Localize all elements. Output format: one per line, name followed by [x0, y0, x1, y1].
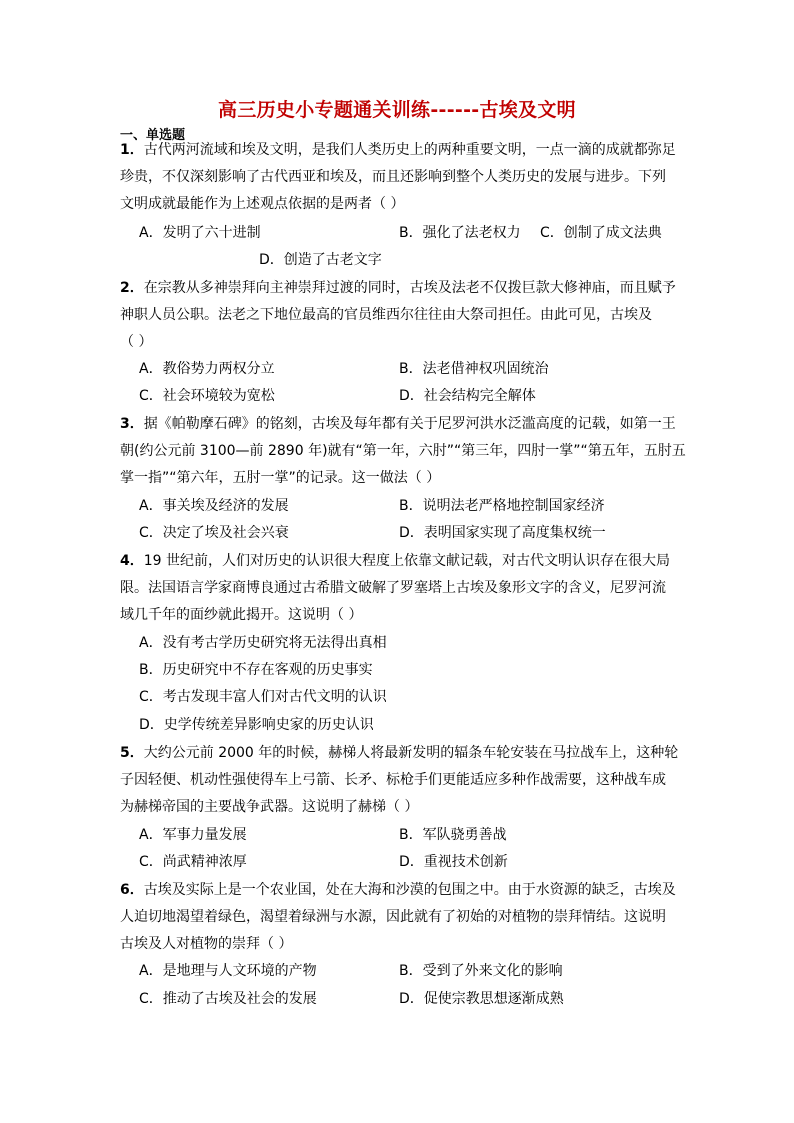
question-5-option-b: B．军队骁勇善战: [399, 827, 507, 843]
question-3-option-c: C．决定了埃及社会兴衰: [139, 525, 289, 541]
question-6-option-a: A．是地理与人文环境的产物: [139, 963, 317, 979]
question-3-line-3: 掌一指”“第六年，五肘一掌”的记录。这一做法（ ）: [120, 470, 441, 486]
question-6-option-c: C．推动了古埃及社会的发展: [139, 991, 317, 1007]
question-4-number: 4．: [120, 553, 144, 569]
question-5-option-d: D．重视技术创新: [399, 854, 508, 870]
question-4-option-a: A．没有考古学历史研究将无法得出真相: [139, 635, 387, 651]
question-3-option-a: A．事关埃及经济的发展: [139, 498, 289, 514]
question-4-option-c: C．考古发现丰富人们对古代文明的认识: [139, 689, 387, 705]
question-6-number: 6．: [120, 882, 144, 898]
question-6-line-2: 人迫切地渴望着绿色，渴望着绿洲与水源，因此就有了初始的对植物的崇拜情结。这说明: [120, 909, 666, 925]
question-2-line-3: （ ）: [120, 334, 153, 350]
question-3-line-2: 朝(约公元前 3100—前 2890 年)就有“第一年，六肘”“第三年，四肘一掌”“第五年，五肘五: [120, 443, 686, 459]
question-2-number: 2．: [120, 280, 144, 296]
question-1-option-b: B．强化了法老权力: [399, 225, 521, 241]
question-3-number: 3．: [120, 416, 144, 432]
question-1-option-a: A．发明了六十进制: [139, 225, 261, 241]
question-5-line-2: 子因轻便、机动性强使得车上弓箭、长矛、标枪手们更能适应多种作战需要，这种战车成: [120, 772, 666, 788]
question-5-number: 5．: [120, 745, 144, 761]
question-2-option-d: D．社会结构完全解体: [399, 388, 536, 404]
question-4-line-2: 限。法国语言学家商博良通过古希腊文破解了罗塞塔上古埃及象形文字的含义，尼罗河流: [120, 580, 666, 596]
question-4-line-3: 域几千年的面纱就此揭开。这说明（ ）: [120, 607, 363, 623]
question-4-option-b: B．历史研究中不存在客观的历史事实: [139, 662, 373, 678]
question-4-line-1: 4．19 世纪前，人们对历史的认识很大程度上依靠文献记载，对古代文明认识存在很大局: [120, 553, 671, 569]
section-heading: 一、单选题: [120, 128, 186, 143]
question-1-line-2: 珍贵，不仅深刻影响了古代西亚和埃及，而且还影响到整个人类历史的发展与进步。下列: [120, 169, 666, 185]
question-2-option-b: B．法老借神权巩固统治: [399, 361, 549, 377]
question-3-line-1: 3．据《帕勒摩石碑》的铭刻，古埃及每年都有关于尼罗河洪水泛滥高度的记载，如第一王: [120, 416, 676, 432]
question-3-option-b: B．说明法老严格地控制国家经济: [399, 498, 605, 514]
question-2-option-c: C．社会环境较为宽松: [139, 388, 275, 404]
question-5-line-3: 为赫梯帝国的主要战争武器。这说明了赫梯（ ）: [120, 799, 419, 815]
question-1-number: 1．: [120, 142, 144, 158]
question-6-line-3: 古埃及人对植物的崇拜（ ）: [120, 936, 293, 952]
question-2-option-a: A．教俗势力两权分立: [139, 361, 275, 377]
question-6-option-b: B．受到了外来文化的影响: [399, 963, 563, 979]
question-5-option-a: A．军事力量发展: [139, 827, 247, 843]
question-2-line-1: 2．在宗教从多神崇拜向主神崇拜过渡的同时，古埃及法老不仅拨巨款大修神庙，而且赋予: [120, 280, 676, 296]
question-6-line-1: 6．古埃及实际上是一个农业国，处在大海和沙漠的包围之中。由于水资源的缺乏，古埃及: [120, 882, 676, 898]
question-1-line-1: 1．古代两河流域和埃及文明，是我们人类历史上的两种重要文明，一点一滴的成就都弥足: [120, 142, 676, 158]
question-1-line-3: 文明成就最能作为上述观点依据的是两者（ ）: [120, 196, 405, 212]
question-3-option-d: D．表明国家实现了高度集权统一: [399, 525, 606, 541]
question-1-option-c: C．创制了成文法典: [540, 225, 662, 241]
question-5-option-c: C．尚武精神浓厚: [139, 854, 247, 870]
question-1-option-d: D．创造了古老文字: [259, 252, 382, 268]
question-4-option-d: D．史学传统差异影响史家的历史认识: [139, 717, 374, 733]
question-6-option-d: D．促使宗教思想逐渐成熟: [399, 991, 564, 1007]
question-5-line-1: 5．大约公元前 2000 年的时候，赫梯人将最新发明的辐条车轮安装在马拉战车上，这种轮: [120, 745, 679, 761]
question-2-line-2: 神职人员公职。法老之下地位最高的官员维西尔往往由大祭司担任。由此可见，古埃及: [120, 307, 652, 323]
page-title: 高三历史小专题通关训练------古埃及文明: [218, 99, 576, 121]
